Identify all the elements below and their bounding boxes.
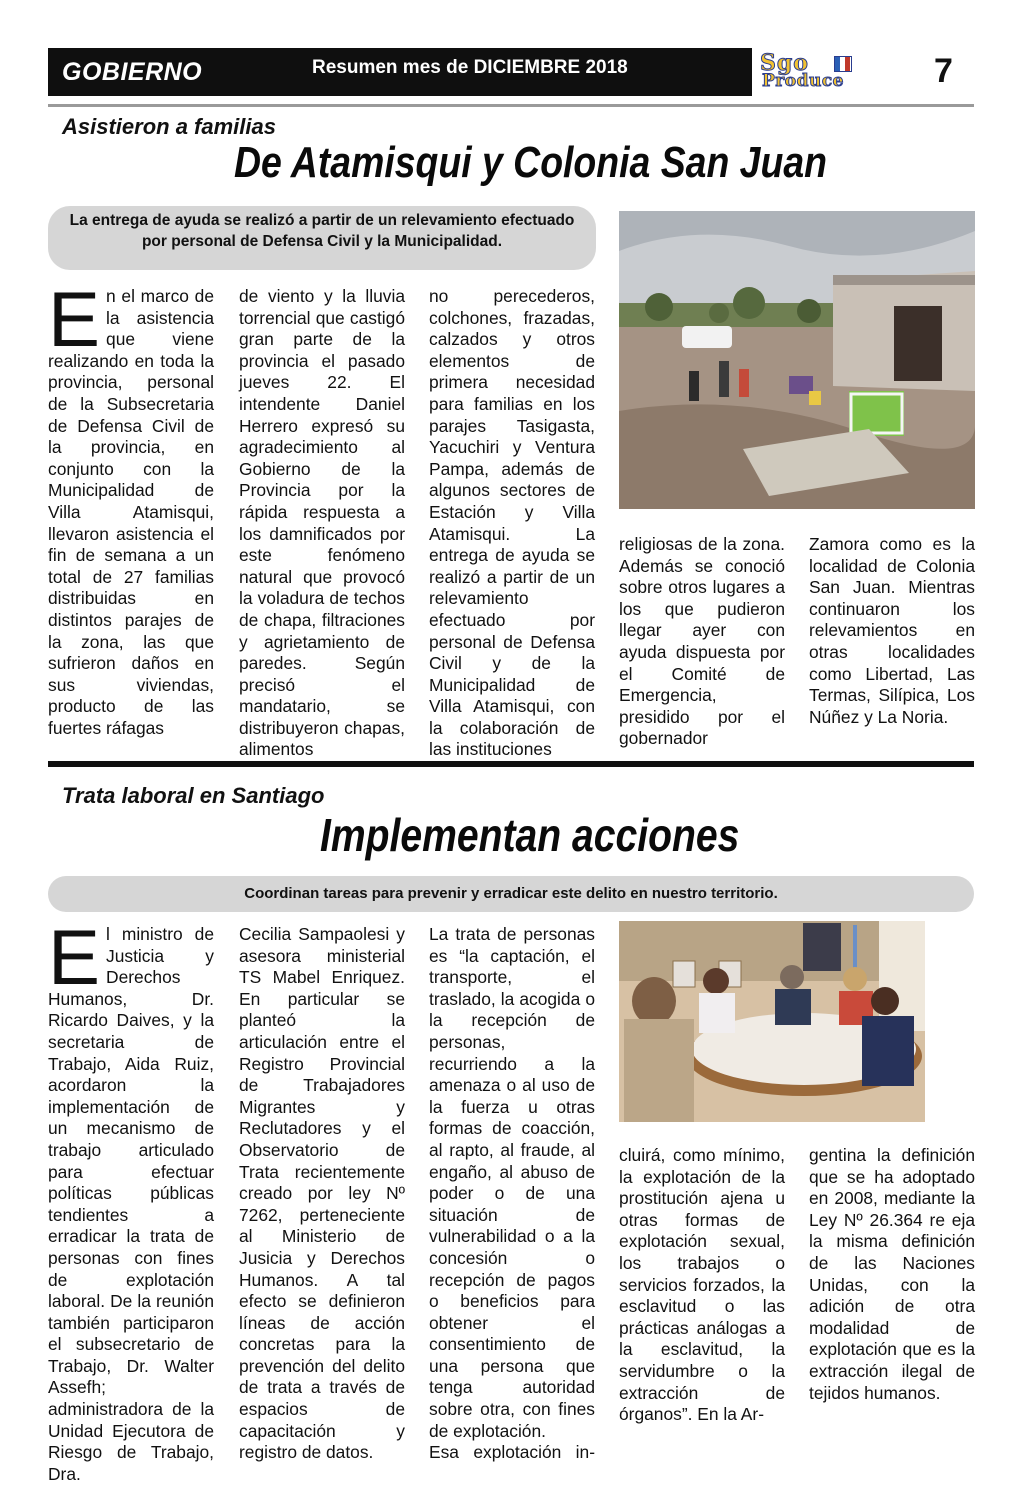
article2-column-3-continuation: Esa explotación in- — [429, 1442, 595, 1463]
section-label: GOBIERNO — [62, 58, 203, 86]
article-divider — [48, 761, 974, 767]
article2-subhead: Coordinan tareas para prevenir y erradicar este delito en nuestro territorio. — [48, 876, 974, 912]
article1-column-3: no perecederos, colchones, frazadas, calzados y otros elementos de primera necesidad para familias en los parajes Tasigasta, Yacuchiri y Ventura Pampa, además de algunos sectores de Estación y Villa Atamisqui. La entrega de ayuda se realizó a partir de un relevamiento efectuado por personal de Defensa Civil y de la Municipalidad de Villa Atamisqui, con la colaboración de las instituciones — [429, 286, 595, 760]
article2-column-5: gentina la definición que se ha adoptado en 2008, mediante la Ley Nº 26.364 re eja la misma definición de las Naciones Unidas, con la adición de otra modalidad de explotación que es la extracción ilegal de tejidos humanos. — [809, 1145, 975, 1403]
article1-subhead: La entrega de ayuda se realizó a partir de un relevamiento efectuado por personal de Defensa Civil y la Municipalidad. — [48, 206, 596, 270]
article1-column-2: de viento y la lluvia torrencial que castigó gran parte de la provincia el pasado jueves 22. El intendente Daniel Herrero expresó su agradecimiento al Gobierno de la Provincia por la rápida respuesta a los damnificados por este fenómeno natural que provocó la voladura de techos de chapa, filtraciones y agrietamiento de paredes. Según precisó el mandatario, se distribuyeron chapas, alimentos — [239, 286, 405, 760]
article1-column-1-text: n el marco de la asistencia que viene realizando en toda la provincia, personal de la Subsecretaria de Defensa Civil de la provincia, en conjunto con la Municipalidad de Villa Atamisqui, llevaron asistencia el fin de semana a un total de 27 familias distribuidas en distintos parajes de la zona, las que sufrieron daños en sus viviendas, producto de las fuertes ráfagas — [48, 286, 214, 738]
logo-bottom-text: Produce — [762, 71, 844, 91]
article2-column-1-text: l ministro de Justicia y Derechos Humanos, Dr. Ricardo Daives, y la secretaria de Trabajo, Aida Ruiz, acordaron la implementación de un mecanismo de trabajo articulado para efectuar políticas públicas tendientes a erradicar la trata de personas con fines de explotación laboral. De la reunión también participaron el subsecretario de Trabajo, Dr. Walter Assefh; administradora de la Unidad Ejecutora de Riesgo de Trabajo, Dra. — [48, 924, 214, 1484]
article1-column-5: Zamora como es la localidad de Colonia San Juan. Mientras continuaron los relevamientos en otras localidades como Libertad, Las Termas, Silípica, Los Núñez y La Noria. — [809, 534, 975, 727]
article2-column-4: cluirá, como mínimo, la explotación de la prostitución ajena u otras formas de explotación sexual, los trabajos o servicios forzados, la esclavitud o las prácticas análogas a la esclavitud, la servidumbre o la extracción de órganos”. En la Ar- — [619, 1145, 785, 1425]
issue-summary: Resumen mes de DICIEMBRE 2018 — [312, 57, 628, 78]
page-number: 7 — [934, 52, 953, 90]
meeting-photo — [619, 921, 925, 1122]
article1-column-1 — [48, 275, 214, 739]
article1-headline: De Atamisqui y Colonia San Juan — [234, 138, 827, 187]
article2-column-3 — [429, 924, 595, 1464]
article2-dropcap: E — [48, 913, 101, 1001]
header-divider — [48, 104, 974, 107]
article1-column-4: religiosas de la zona. Además se conoció sobre otros lugares a los que pudieron llegar ayer con ayuda dispuesta por el Comité de Emergencia, presidido por el gobernador — [619, 534, 785, 749]
publication-logo — [758, 52, 904, 92]
article1-dropcap: E — [48, 275, 101, 363]
flood-damage-photo — [619, 211, 975, 509]
flag-icon — [834, 56, 852, 72]
article1-kicker: Asistieron a familias — [62, 114, 276, 139]
logo-top-text: Sgo — [760, 50, 809, 76]
article2-column-2: Cecilia Sampaolesi y asesora ministerial TS Mabel Enriquez. En particular se planteó la articulación entre el Registro Provincial de Trabajadores Migrantes y Reclutadores y el Observatorio de Trata recientemente creado por ley Nº 7262, perteneciente al Ministerio de Jusicia y Derechos Humanos. A tal efecto se definieron líneas de acción concretas para la prevención del delito de trata a través de espacios de capacitación y registro de datos. — [239, 924, 405, 1463]
article2-column-3-text: La trata de personas es “la captación, el transporte, el traslado, la acogida o la recepción de personas, recurriendo a la amenaza o al uso de la fuerza u otras formas de coacción, al rapto, al fraude, al engaño, al abuso de poder o de una situación de vulnerabilidad o a la concesión o recepción de pagos o beneficios para obtener el consentimiento de una persona que tenga autoridad sobre otra, con fines de explotación. — [429, 924, 595, 1441]
article2-column-1 — [48, 913, 214, 1485]
article2-headline: Implementan acciones — [320, 809, 740, 861]
article2-kicker: Trata laboral en Santiago — [62, 783, 325, 808]
